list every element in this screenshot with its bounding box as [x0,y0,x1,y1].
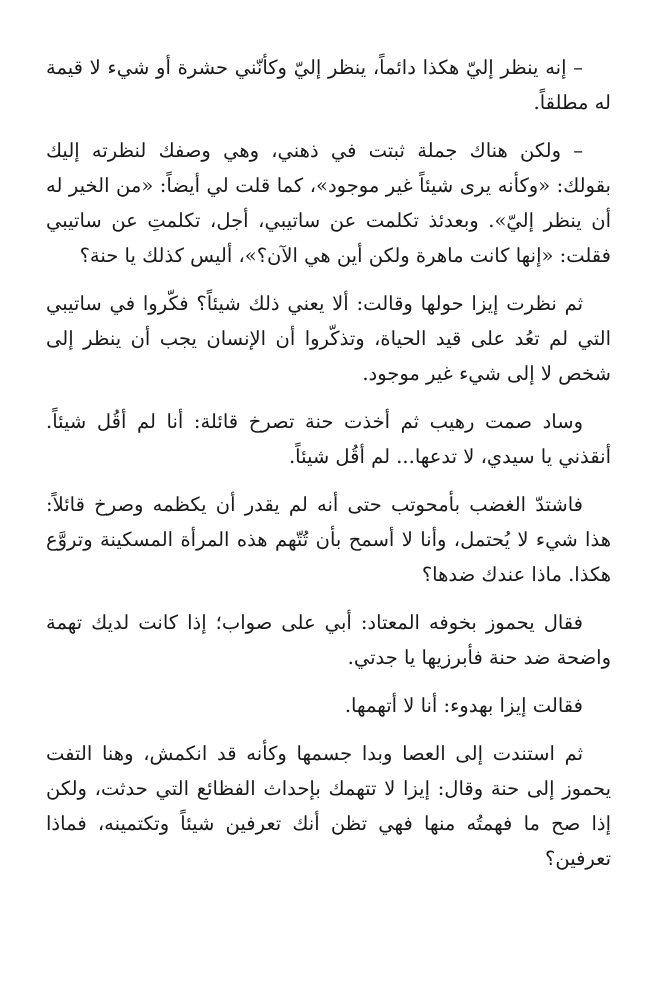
paragraph-8: ثم استندت إلى العصا وبدا جسمها وكأنه قد انكمش، وهنا التفت يحموز إلى حنة وقال: إيزا لا تتهمك بإحداث الفظائع التي حدثت، ولكن إذا صح ما فهمتُه منها فهي تظن أنك تعرفين شيئاً وتكتمينه، فماذا تعرفين؟ [46,742,611,870]
paragraph-6: فقال يحموز بخوفه المعتاد: أبي على صواب؛ إذا كانت لديك تهمة واضحة ضد حنة فأبرزيها يا جدتي. [46,611,611,669]
paragraph-5: فاشتدّ الغضب بأمحوتب حتى أنه لم يقدر أن يكظمه وصرخ قائلاً: هذا شيء لا يُحتمل، وأنا لا أسمح بأن تُتّهم هذه المرأة المسكينة وتروَّع هكذا. ماذا عندك ضدها؟ [46,493,611,586]
book-page [46,50,611,889]
paragraph-3: ثم نظرت إيزا حولها وقالت: ألا يعني ذلك شيئاً؟ فكّروا في ساتيبي التي لم تعُد على قيد الحياة، وتذكّروا أن الإنسان يجب أن ينظر إلى شخص لا إلى شيء غير موجود. [46,292,611,385]
paragraph-2: – ولكن هناك جملة ثبتت في ذهني، وهي وصفك لنظرته إليك بقولك: «وكأنه يرى شيئاً غير موجود»، كما قلت لي أيضاً: «من الخير له أن ينظر إليّ». وبعدئذ تكلمت عن ساتيبي، أجل، تكلمتِ عن ساتيبي فقلت: «إنها كانت ماهرة ولكن أين هي الآن؟»، أليس كذلك يا حنة؟ [46,139,611,267]
paragraph-1: – إنه ينظر إليّ هكذا دائماً، ينظر إليّ وكأنّني حشرة أو شيء لا قيمة له مطلقاً. [46,56,611,114]
paragraph-7: فقالت إيزا بهدوء: أنا لا أتهمها. [344,694,583,717]
paragraph-4: وساد صمت رهيب ثم أخذت حنة تصرخ قائلة: أنا لم أقُل شيئاً. أنقذني يا سيدي، لا تدعها... لم أقُل شيئاً. [46,410,611,468]
